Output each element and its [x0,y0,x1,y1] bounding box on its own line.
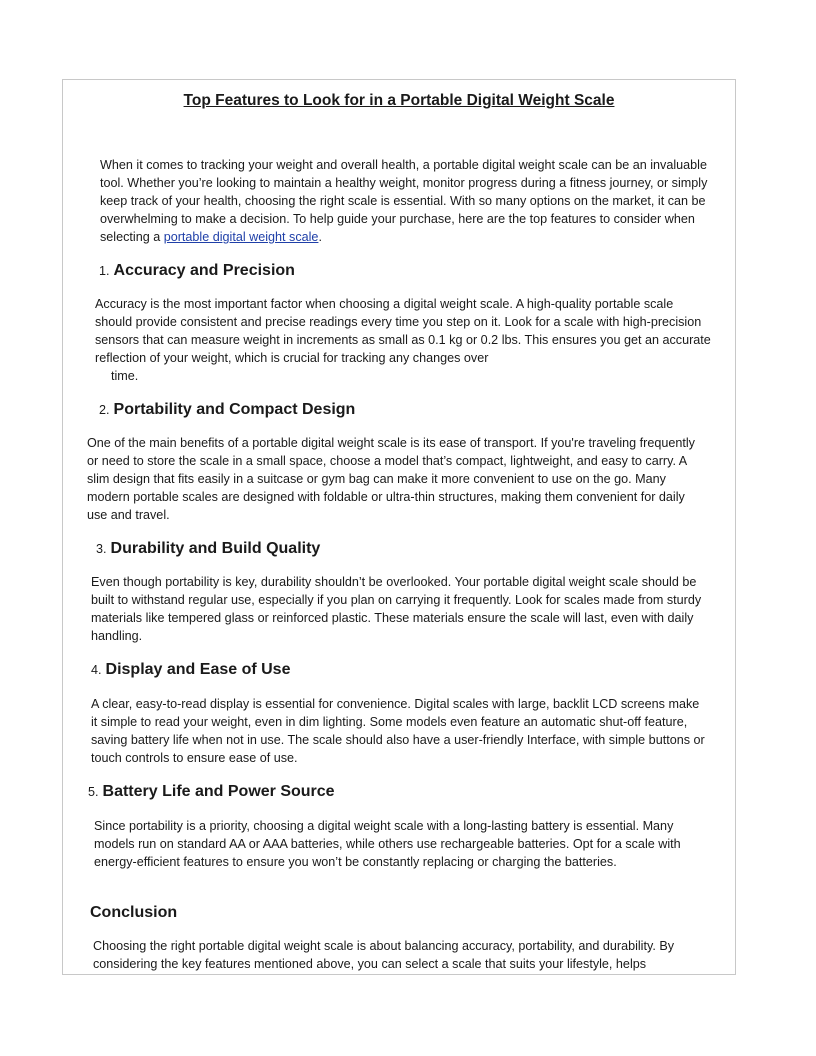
section-title: Battery Life and Power Source [102,783,335,800]
section-heading-portability [99,400,355,420]
document-title: Top Features to Look for in a Portable Digital Weight Scale [183,92,615,109]
section-body-durability: Even though portability is key, durability shouldn’t be overlooked. Your portable digital weight scale should be built to withstand regular use, especially if you plan on carrying it frequently. Look for scales made from sturdy materials like tempered glass or reinforced plastic. These materials ensure the scale will last, even with daily handling. [91,575,702,643]
section-heading-durability [96,539,320,559]
section-body-battery: Since portability is a priority, choosing a digital weight scale with a long-lasting battery is essential. Many models run on standard AA or AAA batteries, while others use rechargeable batteries. Opt for a scale with energy-efficient features to ensure you won’t be constantly replacing or charging the batteries. [94,819,681,869]
document-page [62,79,736,975]
intro-paragraph [100,156,720,246]
section-body-display: A clear, easy-to-read display is essential for convenience. Digital scales with large, backlit LCD screens make it simple to read your weight, even in dim lighting. Some models even feature an automatic shut-off feature, saving battery life when not in use. The scale should also have a user-friendly Interface, with simple buttons or touch controls to ensure ease of use. [91,697,705,765]
section-body-accuracy [95,295,713,385]
portable-scale-link[interactable]: portable digital weight scale [163,230,319,244]
section-heading-battery [88,782,335,802]
section-title: Durability and Build Quality [110,540,321,557]
section-number: 5. [88,785,99,799]
intro-end: . [318,230,322,244]
section-title: Portability and Compact Design [113,401,356,418]
section-title: Display and Ease of Use [105,661,291,678]
section-body-tail: time. [111,369,139,383]
conclusion-body: Choosing the right portable digital weight scale is about balancing accuracy, portability, and durability. By considering the key features mentioned above, you can select a scale that suits your lifestyle, helps [93,939,675,971]
conclusion-heading: Conclusion [90,904,178,921]
section-heading-accuracy [99,261,295,281]
section-number: 3. [96,542,107,556]
intro-text: When it comes to tracking your weight and overall health, a portable digital weight scale can be an invaluable tool. Whether you’re looking to maintain a healthy weight, monitor progress during a fitness journey, or simply keep track of your health, choosing the right scale is essential. With so many options on the market, it can be overwhelming to make a decision. To help guide your purchase, here are the top features to consider when selecting a [100,158,708,244]
section-title: Accuracy and Precision [113,262,295,279]
section-number: 1. [99,264,110,278]
section-heading-display [91,660,290,680]
section-number: 4. [91,663,102,677]
section-body-text: Accuracy is the most important factor when choosing a digital weight scale. A high-quality portable scale should provide consistent and precise readings every time you step on it. Look for a scale with high-precision sensors that can measure weight in increments as small as 0.1 kg or 0.2 lbs. This ensures you get an accurate reflection of your weight, which is crucial for tracking any changes over [95,297,711,365]
section-number: 2. [99,403,110,417]
section-body-portability: One of the main benefits of a portable digital weight scale is its ease of transport. If you're traveling frequently or need to store the scale in a small space, choose a model that’s compact, lightweight, and easy to carry. A slim design that fits easily in a suitcase or gym bag can make it more convenient to use on the go. Many modern portable scales are designed with foldable or ultra-thin structures, making them convenient for daily use and travel. [87,436,695,522]
